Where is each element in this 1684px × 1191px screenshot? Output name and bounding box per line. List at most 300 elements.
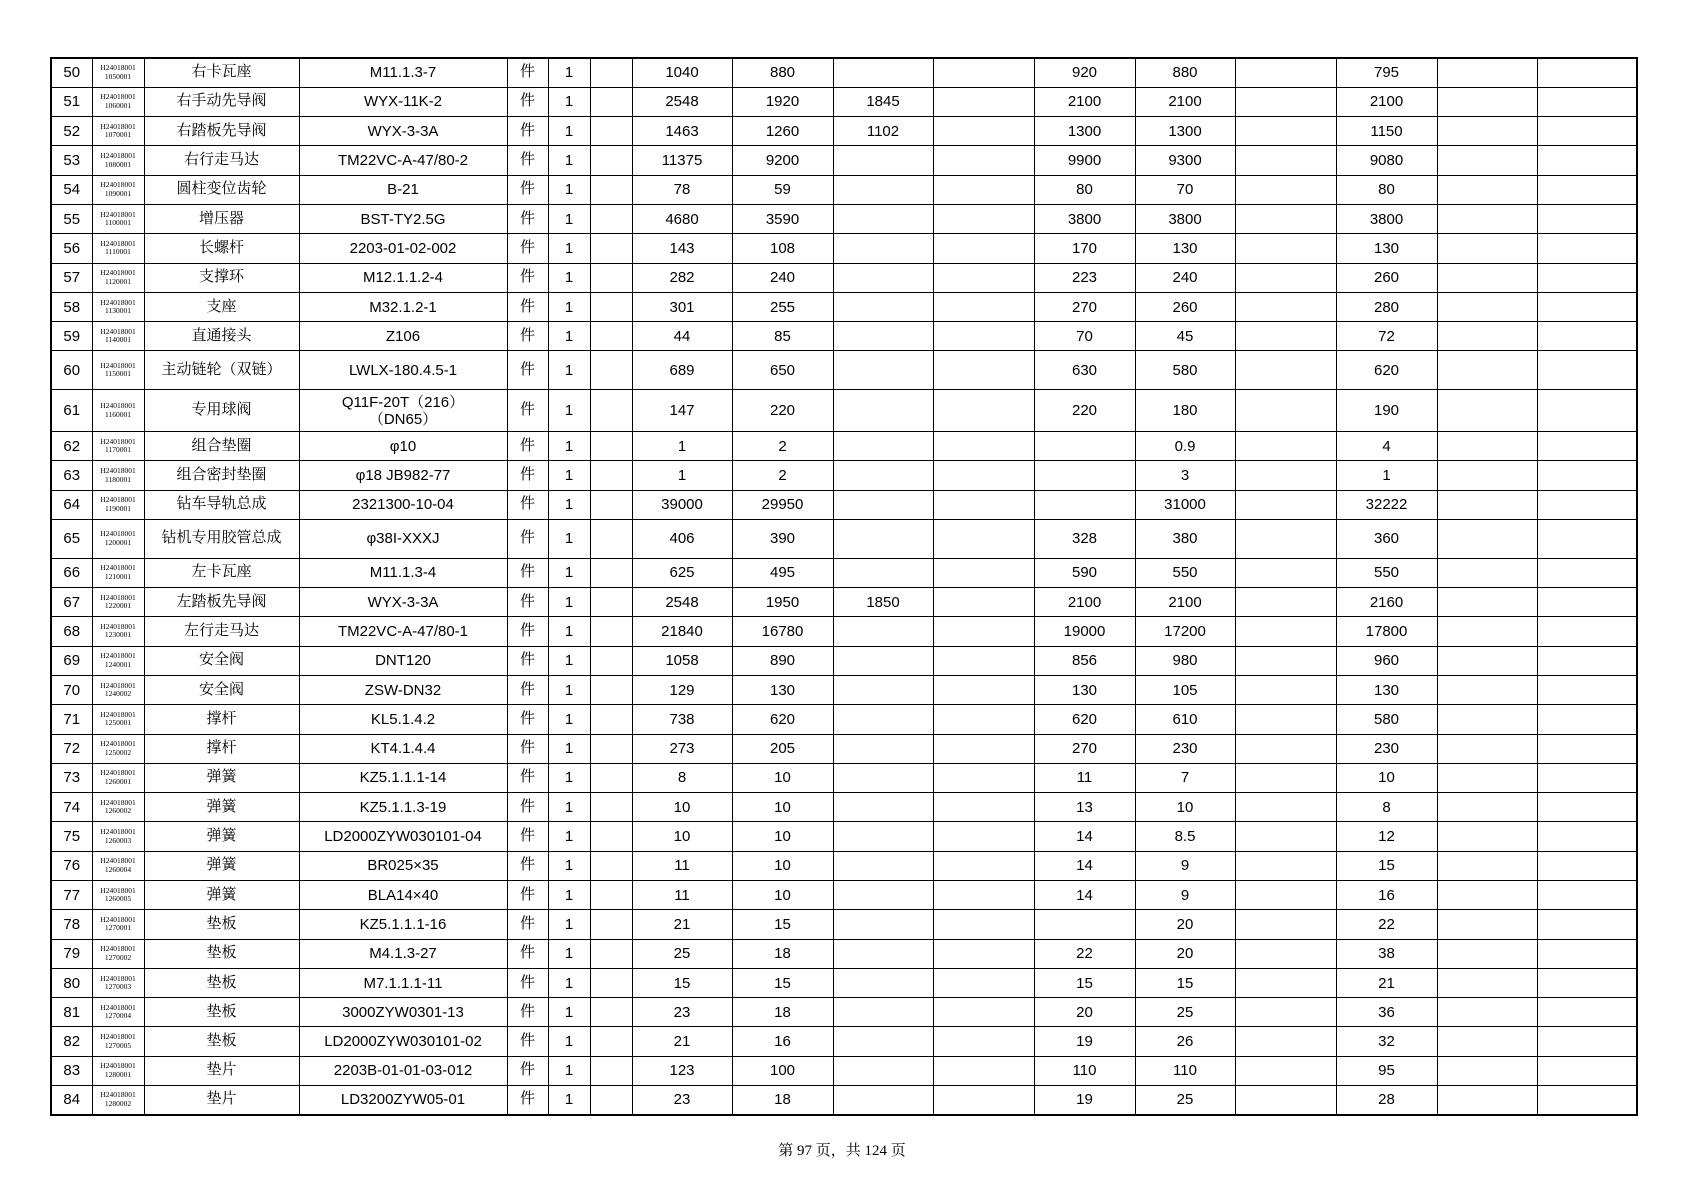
item-name-cell: 右行走马达 xyxy=(144,146,299,175)
value-cell-4 xyxy=(933,58,1034,87)
value-cell-3 xyxy=(833,617,933,646)
quantity-cell: 1 xyxy=(548,390,590,432)
value-cell-6: 8.5 xyxy=(1135,822,1235,851)
quantity-cell: 1 xyxy=(548,204,590,233)
table-row xyxy=(51,322,1637,351)
quantity-cell: 1 xyxy=(548,793,590,822)
model-cell: M11.1.3-4 xyxy=(299,558,507,587)
value-cell-1: 23 xyxy=(632,1086,732,1115)
blank-cell xyxy=(590,1027,632,1056)
value-cell-4 xyxy=(933,793,1034,822)
value-cell-4 xyxy=(933,146,1034,175)
value-cell-4 xyxy=(933,1056,1034,1085)
value-cell-3 xyxy=(833,646,933,675)
value-cell-6: 380 xyxy=(1135,520,1235,559)
value-cell-1: 143 xyxy=(632,234,732,263)
value-cell-2: 255 xyxy=(732,292,833,321)
value-cell-5: 14 xyxy=(1034,822,1135,851)
value-cell-7 xyxy=(1235,675,1336,704)
item-code-prefix: H24018001 xyxy=(100,1061,136,1071)
item-name-cell: 撑杆 xyxy=(144,705,299,734)
value-cell-9 xyxy=(1437,322,1537,351)
value-cell-10 xyxy=(1537,204,1637,233)
model-cell: M12.1.1.2-4 xyxy=(299,263,507,292)
value-cell-5: 110 xyxy=(1034,1056,1135,1085)
value-cell-5: 20 xyxy=(1034,998,1135,1027)
table-body xyxy=(51,58,1637,1115)
value-cell-2: 495 xyxy=(732,558,833,587)
table-row xyxy=(51,461,1637,490)
item-code-suffix: 1110001 xyxy=(105,247,131,257)
table-row xyxy=(51,1056,1637,1085)
value-cell-4 xyxy=(933,461,1034,490)
value-cell-10 xyxy=(1537,793,1637,822)
value-cell-6: 2100 xyxy=(1135,588,1235,617)
value-cell-3 xyxy=(833,1056,933,1085)
value-cell-8: 28 xyxy=(1336,1086,1437,1115)
value-cell-1: 21840 xyxy=(632,617,732,646)
value-cell-1: 282 xyxy=(632,263,732,292)
quantity-cell: 1 xyxy=(548,234,590,263)
quantity-cell: 1 xyxy=(548,490,590,519)
value-cell-8: 36 xyxy=(1336,998,1437,1027)
item-code-cell xyxy=(92,851,144,880)
model-cell: KT4.1.4.4 xyxy=(299,734,507,763)
item-name-cell: 直通接头 xyxy=(144,322,299,351)
value-cell-1: 23 xyxy=(632,998,732,1027)
unit-cell: 件 xyxy=(507,705,548,734)
value-cell-7 xyxy=(1235,432,1336,461)
row-number-cell: 70 xyxy=(51,675,92,704)
row-number-cell: 66 xyxy=(51,558,92,587)
value-cell-10 xyxy=(1537,322,1637,351)
item-code-suffix: 1160001 xyxy=(105,409,131,419)
value-cell-10 xyxy=(1537,87,1637,116)
item-code-suffix: 1250001 xyxy=(104,718,132,728)
item-name-cell: 圆柱变位齿轮 xyxy=(144,175,299,204)
quantity-cell: 1 xyxy=(548,998,590,1027)
row-number-cell: 57 xyxy=(51,263,92,292)
table-row xyxy=(51,675,1637,704)
value-cell-5: 2100 xyxy=(1034,87,1135,116)
item-code-cell xyxy=(92,432,144,461)
unit-cell: 件 xyxy=(507,520,548,559)
row-number-cell: 81 xyxy=(51,998,92,1027)
table-row xyxy=(51,793,1637,822)
row-number-cell: 83 xyxy=(51,1056,92,1085)
value-cell-4 xyxy=(933,822,1034,851)
quantity-cell: 1 xyxy=(548,520,590,559)
item-code-cell xyxy=(92,822,144,851)
value-cell-1: 11 xyxy=(632,881,732,910)
value-cell-6: 9 xyxy=(1135,851,1235,880)
value-cell-6: 980 xyxy=(1135,646,1235,675)
item-code-prefix: H24018001 xyxy=(100,768,136,778)
item-code-cell xyxy=(92,1086,144,1115)
blank-cell xyxy=(590,822,632,851)
item-name-cell: 弹簧 xyxy=(144,763,299,792)
value-cell-5 xyxy=(1034,490,1135,519)
value-cell-8: 795 xyxy=(1336,58,1437,87)
value-cell-4 xyxy=(933,910,1034,939)
value-cell-10 xyxy=(1537,939,1637,968)
value-cell-7 xyxy=(1235,558,1336,587)
blank-cell xyxy=(590,646,632,675)
value-cell-8: 15 xyxy=(1336,851,1437,880)
value-cell-10 xyxy=(1537,558,1637,587)
item-code-suffix: 1240002 xyxy=(104,689,132,699)
quantity-cell: 1 xyxy=(548,881,590,910)
value-cell-5: 328 xyxy=(1034,520,1135,559)
item-name-cell: 垫板 xyxy=(144,998,299,1027)
blank-cell xyxy=(590,520,632,559)
value-cell-3: 1845 xyxy=(833,87,933,116)
item-code-prefix: H24018001 xyxy=(100,827,136,837)
item-code-cell xyxy=(92,939,144,968)
value-cell-1: 78 xyxy=(632,175,732,204)
item-code-suffix: 1260001 xyxy=(104,776,132,786)
value-cell-9 xyxy=(1437,646,1537,675)
unit-cell: 件 xyxy=(507,881,548,910)
value-cell-9 xyxy=(1437,390,1537,432)
value-cell-2: 240 xyxy=(732,263,833,292)
value-cell-10 xyxy=(1537,763,1637,792)
table-row xyxy=(51,1027,1637,1056)
value-cell-5: 19000 xyxy=(1034,617,1135,646)
value-cell-7 xyxy=(1235,939,1336,968)
blank-cell xyxy=(590,490,632,519)
value-cell-10 xyxy=(1537,998,1637,1027)
item-code-suffix: 1090001 xyxy=(104,188,132,198)
value-cell-9 xyxy=(1437,822,1537,851)
item-code-prefix: H24018001 xyxy=(100,709,136,719)
quantity-cell: 1 xyxy=(548,968,590,997)
model-cell: M32.1.2-1 xyxy=(299,292,507,321)
item-code-cell xyxy=(92,58,144,87)
item-code-cell xyxy=(92,490,144,519)
item-code-cell xyxy=(92,646,144,675)
item-code-suffix: 1270001 xyxy=(104,923,132,933)
model-cell: KZ5.1.1.1-14 xyxy=(299,763,507,792)
value-cell-4 xyxy=(933,87,1034,116)
value-cell-10 xyxy=(1537,292,1637,321)
quantity-cell: 1 xyxy=(548,461,590,490)
item-code-prefix: H24018001 xyxy=(100,268,136,278)
row-number-cell: 53 xyxy=(51,146,92,175)
value-cell-10 xyxy=(1537,968,1637,997)
value-cell-1: 1463 xyxy=(632,117,732,146)
model-cell: φ18 JB982-77 xyxy=(299,461,507,490)
item-code-prefix: H24018001 xyxy=(100,1002,136,1012)
table-row xyxy=(51,588,1637,617)
item-code-prefix: H24018001 xyxy=(100,592,136,602)
value-cell-1: 21 xyxy=(632,910,732,939)
item-code-suffix: 1140001 xyxy=(105,335,131,345)
value-cell-1: 689 xyxy=(632,351,732,390)
table-row xyxy=(51,58,1637,87)
item-code-prefix: H24018001 xyxy=(100,973,136,983)
value-cell-5: 220 xyxy=(1034,390,1135,432)
value-cell-10 xyxy=(1537,146,1637,175)
table-row xyxy=(51,204,1637,233)
value-cell-10 xyxy=(1537,646,1637,675)
value-cell-2: 1950 xyxy=(732,588,833,617)
item-code-suffix: 1260002 xyxy=(104,806,132,816)
value-cell-7 xyxy=(1235,117,1336,146)
value-cell-10 xyxy=(1537,734,1637,763)
table-row xyxy=(51,175,1637,204)
value-cell-5: 130 xyxy=(1034,675,1135,704)
row-number-cell: 51 xyxy=(51,87,92,116)
quantity-cell: 1 xyxy=(548,263,590,292)
item-name-cell: 长螺杆 xyxy=(144,234,299,263)
value-cell-10 xyxy=(1537,910,1637,939)
value-cell-8: 190 xyxy=(1336,390,1437,432)
value-cell-3 xyxy=(833,558,933,587)
value-cell-4 xyxy=(933,939,1034,968)
item-code-cell xyxy=(92,763,144,792)
value-cell-7 xyxy=(1235,617,1336,646)
item-name-cell: 右手动先导阀 xyxy=(144,87,299,116)
row-number-cell: 54 xyxy=(51,175,92,204)
table-row xyxy=(51,734,1637,763)
item-name-cell: 右卡瓦座 xyxy=(144,58,299,87)
value-cell-2: 390 xyxy=(732,520,833,559)
unit-cell: 件 xyxy=(507,204,548,233)
model-cell: TM22VC-A-47/80-1 xyxy=(299,617,507,646)
value-cell-1: 10 xyxy=(632,793,732,822)
item-name-cell: 支撑环 xyxy=(144,263,299,292)
value-cell-2: 18 xyxy=(732,1086,833,1115)
value-cell-2: 2 xyxy=(732,461,833,490)
row-number-cell: 71 xyxy=(51,705,92,734)
item-code-suffix: 1270004 xyxy=(104,1011,132,1021)
model-cell: WYX-3-3A xyxy=(299,588,507,617)
value-cell-9 xyxy=(1437,432,1537,461)
value-cell-1: 21 xyxy=(632,1027,732,1056)
value-cell-4 xyxy=(933,881,1034,910)
value-cell-9 xyxy=(1437,793,1537,822)
value-cell-3 xyxy=(833,1027,933,1056)
value-cell-4 xyxy=(933,175,1034,204)
value-cell-6: 20 xyxy=(1135,910,1235,939)
value-cell-10 xyxy=(1537,58,1637,87)
item-code-prefix: H24018001 xyxy=(100,180,136,190)
blank-cell xyxy=(590,763,632,792)
quantity-cell: 1 xyxy=(548,117,590,146)
value-cell-3 xyxy=(833,822,933,851)
value-cell-1: 11375 xyxy=(632,146,732,175)
blank-cell xyxy=(590,998,632,1027)
row-number-cell: 78 xyxy=(51,910,92,939)
item-code-prefix: H24018001 xyxy=(100,209,136,219)
value-cell-2: 15 xyxy=(732,910,833,939)
value-cell-9 xyxy=(1437,1086,1537,1115)
blank-cell xyxy=(590,617,632,646)
value-cell-10 xyxy=(1537,1027,1637,1056)
unit-cell: 件 xyxy=(507,617,548,646)
value-cell-9 xyxy=(1437,490,1537,519)
value-cell-3 xyxy=(833,351,933,390)
value-cell-6: 105 xyxy=(1135,675,1235,704)
item-name-cell: 安全阀 xyxy=(144,675,299,704)
value-cell-10 xyxy=(1537,705,1637,734)
value-cell-10 xyxy=(1537,117,1637,146)
quantity-cell: 1 xyxy=(548,822,590,851)
value-cell-4 xyxy=(933,490,1034,519)
row-number-cell: 62 xyxy=(51,432,92,461)
value-cell-9 xyxy=(1437,617,1537,646)
value-cell-7 xyxy=(1235,1027,1336,1056)
value-cell-5: 19 xyxy=(1034,1027,1135,1056)
value-cell-6: 180 xyxy=(1135,390,1235,432)
value-cell-10 xyxy=(1537,390,1637,432)
item-code-suffix: 1280001 xyxy=(104,1069,132,1079)
value-cell-7 xyxy=(1235,734,1336,763)
item-code-prefix: H24018001 xyxy=(100,797,136,807)
unit-cell: 件 xyxy=(507,263,548,292)
item-name-cell: 弹簧 xyxy=(144,793,299,822)
quantity-cell: 1 xyxy=(548,617,590,646)
value-cell-7 xyxy=(1235,351,1336,390)
item-name-cell: 左卡瓦座 xyxy=(144,558,299,587)
item-code-suffix: 1180001 xyxy=(105,474,131,484)
quantity-cell: 1 xyxy=(548,1086,590,1115)
quantity-cell: 1 xyxy=(548,1056,590,1085)
value-cell-10 xyxy=(1537,617,1637,646)
table-row xyxy=(51,851,1637,880)
quantity-cell: 1 xyxy=(548,87,590,116)
value-cell-7 xyxy=(1235,822,1336,851)
blank-cell xyxy=(590,705,632,734)
item-code-prefix: H24018001 xyxy=(100,466,136,476)
unit-cell: 件 xyxy=(507,822,548,851)
value-cell-5: 9900 xyxy=(1034,146,1135,175)
value-cell-6: 9300 xyxy=(1135,146,1235,175)
value-cell-9 xyxy=(1437,461,1537,490)
value-cell-4 xyxy=(933,763,1034,792)
value-cell-7 xyxy=(1235,490,1336,519)
unit-cell: 件 xyxy=(507,432,548,461)
value-cell-7 xyxy=(1235,646,1336,675)
value-cell-6: 26 xyxy=(1135,1027,1235,1056)
value-cell-5: 223 xyxy=(1034,263,1135,292)
item-code-cell xyxy=(92,734,144,763)
table-row xyxy=(51,1086,1637,1115)
value-cell-6: 550 xyxy=(1135,558,1235,587)
value-cell-6: 25 xyxy=(1135,1086,1235,1115)
item-code-suffix: 1190001 xyxy=(105,503,131,513)
value-cell-7 xyxy=(1235,881,1336,910)
value-cell-6: 31000 xyxy=(1135,490,1235,519)
table-row xyxy=(51,234,1637,263)
item-name-cell: 垫片 xyxy=(144,1086,299,1115)
value-cell-1: 1058 xyxy=(632,646,732,675)
model-cell: BLA14×40 xyxy=(299,881,507,910)
item-code-prefix: H24018001 xyxy=(100,401,136,411)
item-name-cell: 钻车导轨总成 xyxy=(144,490,299,519)
item-code-suffix: 1200001 xyxy=(104,537,132,547)
table-row xyxy=(51,881,1637,910)
model-cell: M4.1.3-27 xyxy=(299,939,507,968)
unit-cell: 件 xyxy=(507,351,548,390)
unit-cell: 件 xyxy=(507,675,548,704)
item-code-suffix: 1270002 xyxy=(104,952,132,962)
item-code-cell xyxy=(92,351,144,390)
table-row xyxy=(51,558,1637,587)
value-cell-9 xyxy=(1437,292,1537,321)
quantity-cell: 1 xyxy=(548,175,590,204)
model-cell: LD2000ZYW030101-04 xyxy=(299,822,507,851)
quantity-cell: 1 xyxy=(548,146,590,175)
item-code-suffix: 1130001 xyxy=(105,306,131,316)
quantity-cell: 1 xyxy=(548,322,590,351)
value-cell-5: 70 xyxy=(1034,322,1135,351)
blank-cell xyxy=(590,146,632,175)
item-code-cell xyxy=(92,146,144,175)
value-cell-2: 205 xyxy=(732,734,833,763)
value-cell-4 xyxy=(933,390,1034,432)
quantity-cell: 1 xyxy=(548,1027,590,1056)
value-cell-4 xyxy=(933,851,1034,880)
value-cell-6: 240 xyxy=(1135,263,1235,292)
value-cell-7 xyxy=(1235,58,1336,87)
table-row xyxy=(51,87,1637,116)
value-cell-3 xyxy=(833,763,933,792)
value-cell-1: 406 xyxy=(632,520,732,559)
value-cell-6: 2100 xyxy=(1135,87,1235,116)
value-cell-3 xyxy=(833,705,933,734)
value-cell-3 xyxy=(833,263,933,292)
item-code-prefix: H24018001 xyxy=(100,326,136,336)
value-cell-3: 1850 xyxy=(833,588,933,617)
value-cell-9 xyxy=(1437,234,1537,263)
item-code-cell xyxy=(92,520,144,559)
value-cell-4 xyxy=(933,646,1034,675)
value-cell-9 xyxy=(1437,87,1537,116)
value-cell-5: 80 xyxy=(1034,175,1135,204)
row-number-cell: 73 xyxy=(51,763,92,792)
unit-cell: 件 xyxy=(507,939,548,968)
value-cell-8: 550 xyxy=(1336,558,1437,587)
item-code-prefix: H24018001 xyxy=(100,297,136,307)
blank-cell xyxy=(590,292,632,321)
blank-cell xyxy=(590,175,632,204)
table-row xyxy=(51,617,1637,646)
blank-cell xyxy=(590,968,632,997)
item-code-cell xyxy=(92,705,144,734)
blank-cell xyxy=(590,351,632,390)
value-cell-6: 130 xyxy=(1135,234,1235,263)
model-cell: 2321300-10-04 xyxy=(299,490,507,519)
value-cell-6: 3 xyxy=(1135,461,1235,490)
item-code-prefix: H24018001 xyxy=(100,495,136,505)
value-cell-4 xyxy=(933,734,1034,763)
item-code-suffix: 1080001 xyxy=(104,159,132,169)
model-cell: WYX-3-3A xyxy=(299,117,507,146)
blank-cell xyxy=(590,390,632,432)
value-cell-9 xyxy=(1437,58,1537,87)
value-cell-3 xyxy=(833,520,933,559)
value-cell-6: 610 xyxy=(1135,705,1235,734)
value-cell-2: 650 xyxy=(732,351,833,390)
unit-cell: 件 xyxy=(507,117,548,146)
value-cell-9 xyxy=(1437,939,1537,968)
blank-cell xyxy=(590,558,632,587)
value-cell-4 xyxy=(933,520,1034,559)
row-number-cell: 68 xyxy=(51,617,92,646)
unit-cell: 件 xyxy=(507,175,548,204)
